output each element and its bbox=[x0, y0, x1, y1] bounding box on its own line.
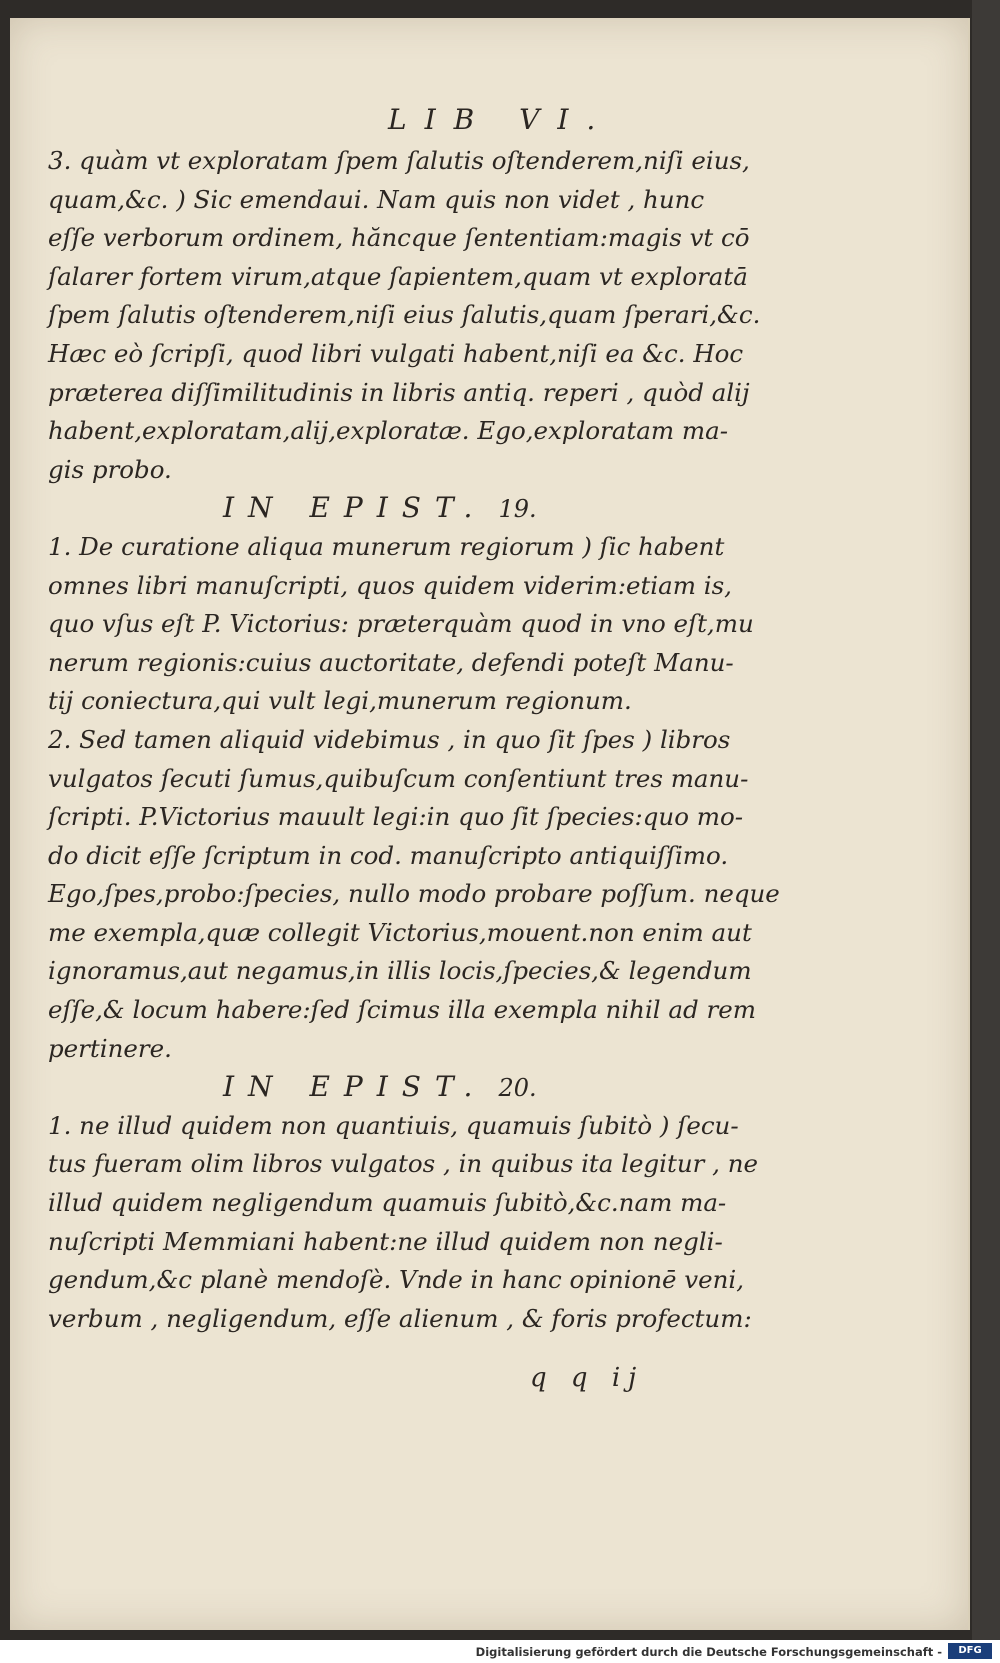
text-line: ſalarer fortem virum,atque ſapientem,quam vt exploratā bbox=[48, 261, 748, 291]
text-line: 1. ne illud quidem non quantiuis, quamuis ſubitò ) ſecu- bbox=[48, 1110, 739, 1140]
text-line: illud quidem negligendum quamuis ſubitò,&c.nam ma- bbox=[48, 1188, 727, 1218]
footer-bar bbox=[0, 1640, 1000, 1663]
running-head bbox=[48, 98, 768, 142]
text-line: 2. Sed tamen aliquid videbimus , in quo ſit ſpes ) libros bbox=[48, 724, 731, 754]
text-line: eſſe,& locum habere:ſed ſcimus illa exempla nihil ad rem bbox=[48, 995, 756, 1025]
section-epist-20 bbox=[48, 1107, 768, 1339]
book-page bbox=[10, 18, 970, 1630]
dfg-logo[interactable]: DFG bbox=[948, 1643, 992, 1659]
text-line: nuſcripti Memmiani habent:ne illud quidem non negli- bbox=[48, 1226, 723, 1256]
signature-mark: q q ij bbox=[530, 1363, 645, 1393]
section-epist-19 bbox=[48, 528, 780, 1068]
heading-label: IN EPIST. bbox=[223, 491, 487, 525]
text-line: quam,&c. ) Sic emendaui. Nam quis non videt , hunc bbox=[48, 184, 705, 214]
text-line: gendum,&c planè mendoſè. Vnde in hanc opinionē veni, bbox=[48, 1265, 745, 1295]
text-line: gis probo. bbox=[48, 454, 172, 484]
text-line: quo vſus eſt P. Victorius: præterquàm quod in vno eſt,mu bbox=[48, 609, 754, 639]
text-line: ſcripti. P.Victorius mauult legi:in quo ſit ſpecies:quo mo- bbox=[48, 802, 743, 832]
page-text bbox=[48, 98, 780, 1338]
text-line: habent,exploratam,alij,exploratæ. Ego,exploratam ma- bbox=[48, 416, 728, 446]
text-line: 3. quàm vt exploratam ſpem ſalutis oſtenderem,niſi eius, bbox=[48, 146, 750, 175]
running-head-text: LIB VI. bbox=[388, 103, 614, 136]
section-heading-epist-20 bbox=[48, 1068, 768, 1107]
text-line: præterea diſſimilitudinis in libris antiq. reperi , quòd alij bbox=[48, 377, 750, 407]
text-line: Ego,ſpes,probo:ſpecies, nullo modo probare poſſum. neque bbox=[48, 879, 780, 909]
text-line: 1. De curatione aliqua munerum regiorum ) ſic habent bbox=[48, 531, 725, 561]
text-line: me exempla,quæ collegit Victorius,mouent.non enim aut bbox=[48, 917, 752, 947]
text-line: omnes libri manuſcripti, quos quidem viderim:etiam is, bbox=[48, 570, 732, 600]
section-intro bbox=[48, 142, 768, 489]
text-line: nerum regionis:cuius auctoritate, defendi poteſt Manu- bbox=[48, 647, 734, 677]
text-line: ſpem ſalutis oſtenderem,niſi eius ſalutis,quam ſperari,&c. bbox=[48, 300, 761, 330]
text-line: Hæc eò ſcripſi, quod libri vulgati habent,niſi ea &c. Hoc bbox=[48, 338, 744, 368]
text-line: tus fueram olim libros vulgatos , in quibus ita legitur , ne bbox=[48, 1149, 758, 1179]
text-line: pertinere. bbox=[48, 1033, 172, 1063]
text-line: ignoramus,aut negamus,in illis locis,ſpecies,& legendum bbox=[48, 956, 752, 986]
text-line: do dicit eſſe ſcriptum in cod. manuſcripto antiquiſſimo. bbox=[48, 840, 729, 870]
text-line: verbum , negligendum, eſſe alienum , & foris profectum: bbox=[48, 1303, 752, 1333]
heading-number: 19. bbox=[498, 495, 537, 524]
heading-label: IN EPIST. bbox=[223, 1070, 487, 1104]
section-heading-epist-19 bbox=[48, 489, 768, 528]
heading-number: 20. bbox=[498, 1074, 537, 1103]
text-line: vulgatos ſecuti ſumus,quibuſcum conſentiunt tres manu- bbox=[48, 763, 749, 793]
text-line: tij coniectura,qui vult legi,munerum regionum. bbox=[48, 686, 632, 716]
text-line: eſſe verborum ordinem, hăncque ſententiam:magis vt cō bbox=[48, 223, 750, 253]
footer-credit: Digitalisierung gefördert durch die Deutsche Forschungsgemeinschaft - bbox=[475, 1645, 942, 1659]
